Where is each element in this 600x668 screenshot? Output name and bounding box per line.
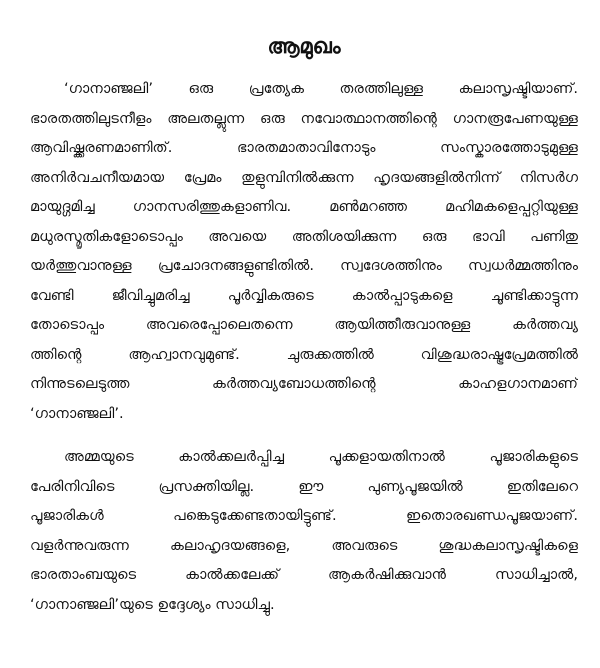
text-line: ‘ഗാനാഞ്ജലി’യുടെ ഉദ്ദേശ്യം സാധിച്ചു. [30,595,275,613]
text-line: മായുദ്ഗമിച്ച ഗാനസരിത്തുകളാണിവ. മൺമറഞ്ഞ മഹിമകളെപ്പറ്റിയുള്ള [30,198,578,215]
paragraph-2 [30,442,578,619]
text-line: ത്തിന്റെ ആഹ്വാനവുമുണ്ട്. ചുരുക്കത്തിൽ വിശുദ്ധരാഷ്ട്രപ്രേമത്തിൽ [30,345,578,363]
text-line: ഭാരതാംബയുടെ കാൽക്കലേക്ക് ആകർഷിക്കുവാൻ സാധിച്ചാൽ, [30,566,578,583]
text-line: മധുരസ്മൃതികളോടൊപ്പം അവയെ അതിശയിക്കുന്ന ഒരു ഭാവി പണിതു [30,227,578,245]
page-title: ആമുഖം [267,34,341,58]
text-line: പൂജാരികൾ പങ്കെടുക്കേണ്ടതായിട്ടുണ്ട്. ഇതൊരഖണ്ഡപൂജയാണ്. [30,507,578,524]
text-line: അനിർവചനീയമായ പ്രേമം തുളുമ്പിനിൽക്കുന്ന ഹൃദയങ്ങളിൽനിന്ന് നിസർഗ [30,168,578,186]
text-line: ‘ഗാനാഞ്ജലി’. [30,404,124,422]
text-line: പേരിനിവിടെ പ്രസക്തിയില്ല. ഈ പുണ്യപൂജയിൽ ഇതിലേറെ [30,477,578,495]
text-line: ‘ഗാനാഞ്ജലി’ ഒരു പ്രത്യേക തരത്തിലുള്ള കലാസൃഷ്ടിയാണ്. [64,80,578,97]
text-line: വളർന്നുവരുന്ന കലാഹൃദയങ്ങളെ, അവരുടെ ശുദ്ധകലാസൃഷ്ടികളെ [30,536,578,554]
text-line: തോടൊപ്പം അവരെപ്പോലെതന്നെ ആയിത്തീരുവാനുള്ള കർത്തവ്യ [30,316,578,333]
text-line: അമ്മയുടെ കാൽക്കലർപ്പിച്ച പൂക്കളായതിനാൽ പൂജാരികളുടെ [64,448,578,465]
text-line: ഭാരതത്തിലുടനീളം അലതല്ലുന്ന ഒരു നവോത്ഥാനത്തിന്റെ ഗാനരൂപേണയുള്ള [30,109,578,127]
text-line: നിന്നുടലെടുത്ത കർത്തവ്യബോധത്തിന്റെ കാഹളഗാനമാണ് [30,375,578,392]
paragraph-1 [30,74,578,428]
text-line: യർത്തുവാനുള്ള പ്രചോദനങ്ങളുണ്ടിതിൽ. സ്വദേശത്തിനും സ്വധർമ്മത്തിനും [30,257,578,274]
text-line: ആവിഷ്ക്കരണമാണിത്. ഭാരതമാതാവിനോടും സംസ്കാരത്തോടുമുള്ള [30,139,578,156]
paragraph-gap [30,428,578,442]
text-line: വേണ്ടി ജീവിച്ചുമരിച്ച പൂർവ്വികരുടെ കാൽപ്പാടുകളെ ചൂണ്ടിക്കാട്ടുന്ന [30,286,578,304]
